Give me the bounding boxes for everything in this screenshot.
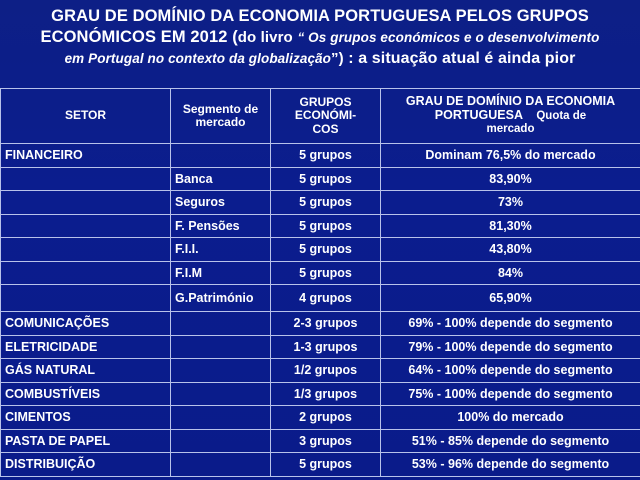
cell-grau: 69% - 100% depende do segmento: [381, 312, 640, 336]
cell-grupos: 5 grupos: [271, 261, 381, 285]
cell-setor: PASTA DE PAPEL: [1, 429, 171, 453]
table-row: [1, 359, 640, 383]
table-row: [1, 144, 640, 168]
cell-grau: 79% - 100% depende do segmento: [381, 335, 640, 359]
cell-segmento: [171, 453, 271, 477]
header-grupos: GRUPOS ECONÓMI- COS: [271, 89, 381, 144]
cell-setor: [1, 167, 171, 191]
cell-grupos: 1-3 grupos: [271, 335, 381, 359]
table-row: [1, 335, 640, 359]
cell-setor: [1, 191, 171, 215]
title-line-3: em Portugal no contexto da globalização”) : a situação atual é ainda pior: [64, 50, 576, 67]
cell-grupos: 2-3 grupos: [271, 312, 381, 336]
dominance-table: [0, 88, 640, 477]
cell-grupos: 3 grupos: [271, 429, 381, 453]
title-line-1: GRAU DE DOMÍNIO DA ECONOMIA PORTUGUESA PELOS GRUPOS: [51, 7, 589, 25]
cell-grupos: 5 grupos: [271, 144, 381, 168]
cell-segmento: [171, 144, 271, 168]
cell-grau: 84%: [381, 261, 640, 285]
cell-grau: 73%: [381, 191, 640, 215]
table-row: [1, 312, 640, 336]
cell-grupos: 5 grupos: [271, 214, 381, 238]
cell-segmento: [171, 406, 271, 430]
cell-grau: 81,30%: [381, 214, 640, 238]
cell-setor: COMUNICAÇÕES: [1, 312, 171, 336]
cell-setor: ELETRICIDADE: [1, 335, 171, 359]
table-row: [1, 191, 640, 215]
cell-segmento: G.Património: [171, 285, 271, 312]
cell-grupos: 1/2 grupos: [271, 359, 381, 383]
cell-setor: FINANCEIRO: [1, 144, 171, 168]
table-row: [1, 382, 640, 406]
title-line-2: ECONÓMICOS EM 2012 (do livro “ Os grupos económicos e o desenvolvimento: [40, 28, 600, 46]
header-setor: SETOR: [1, 89, 171, 144]
cell-grau: 75% - 100% depende do segmento: [381, 382, 640, 406]
cell-grau: 65,90%: [381, 285, 640, 312]
cell-grau: 100% do mercado: [381, 406, 640, 430]
cell-grau: 43,80%: [381, 238, 640, 262]
table-row: [1, 453, 640, 477]
cell-grau: 64% - 100% depende do segmento: [381, 359, 640, 383]
cell-setor: [1, 214, 171, 238]
cell-grupos: 2 grupos: [271, 406, 381, 430]
header-grau: GRAU DE DOMÍNIO DA ECONOMIA PORTUGUESA Quota de mercado: [381, 89, 640, 144]
table-row: [1, 429, 640, 453]
cell-setor: [1, 238, 171, 262]
cell-segmento: F. Pensões: [171, 214, 271, 238]
cell-segmento: [171, 335, 271, 359]
cell-setor: [1, 261, 171, 285]
table-header-row: [1, 89, 640, 144]
cell-segmento: [171, 382, 271, 406]
cell-segmento: [171, 312, 271, 336]
cell-setor: DISTRIBUIÇÃO: [1, 453, 171, 477]
table-row: [1, 261, 640, 285]
slide-title: [8, 6, 632, 69]
cell-setor: GÁS NATURAL: [1, 359, 171, 383]
cell-segmento: F.I.M: [171, 261, 271, 285]
table-row: [1, 238, 640, 262]
cell-grupos: 5 grupos: [271, 453, 381, 477]
cell-segmento: F.I.I.: [171, 238, 271, 262]
table-row: [1, 214, 640, 238]
cell-grupos: 5 grupos: [271, 167, 381, 191]
cell-grau: 83,90%: [381, 167, 640, 191]
table-row: [1, 167, 640, 191]
table-row: [1, 406, 640, 430]
cell-grupos: 5 grupos: [271, 191, 381, 215]
table-row: [1, 285, 640, 312]
cell-setor: [1, 285, 171, 312]
cell-grupos: 4 grupos: [271, 285, 381, 312]
cell-grau: 51% - 85% depende do segmento: [381, 429, 640, 453]
cell-grau: Dominam 76,5% do mercado: [381, 144, 640, 168]
cell-grau: 53% - 96% depende do segmento: [381, 453, 640, 477]
cell-setor: COMBUSTÍVEIS: [1, 382, 171, 406]
cell-segmento: Banca: [171, 167, 271, 191]
cell-setor: CIMENTOS: [1, 406, 171, 430]
cell-segmento: [171, 359, 271, 383]
cell-segmento: [171, 429, 271, 453]
cell-grupos: 5 grupos: [271, 238, 381, 262]
cell-grupos: 1/3 grupos: [271, 382, 381, 406]
header-segmento: Segmento de mercado: [171, 89, 271, 144]
cell-segmento: Seguros: [171, 191, 271, 215]
